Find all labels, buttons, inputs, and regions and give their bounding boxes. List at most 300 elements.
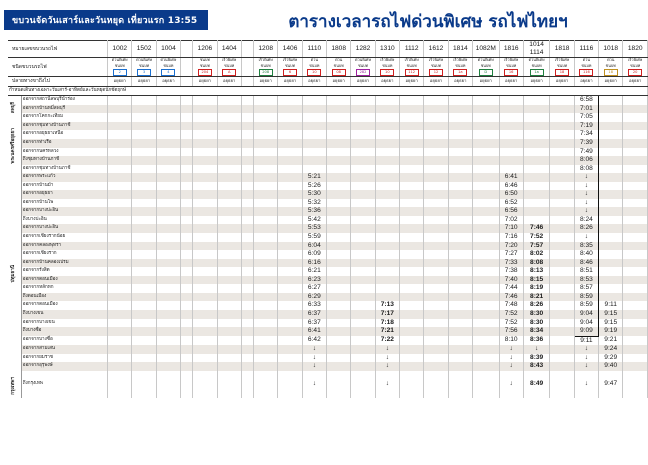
time-cell bbox=[193, 371, 217, 398]
station-name: ออกจากอยุธยาเหนือ bbox=[21, 130, 107, 139]
time-cell bbox=[278, 96, 302, 105]
time-cell bbox=[400, 345, 424, 354]
train-type-badge: 6 bbox=[283, 69, 297, 76]
time-cell bbox=[327, 371, 351, 398]
time-cell bbox=[499, 113, 523, 122]
time-cell bbox=[132, 165, 156, 174]
time-cell bbox=[156, 336, 180, 345]
station-row bbox=[8, 199, 648, 208]
time-cell bbox=[217, 156, 241, 165]
time-cell bbox=[156, 242, 180, 251]
train-type-badge: 08 bbox=[332, 69, 346, 76]
time-cell: 8:39 bbox=[523, 354, 550, 363]
time-cell: 7:39 bbox=[574, 139, 598, 148]
time-cell: 9:04 bbox=[574, 310, 598, 319]
time-cell bbox=[254, 190, 278, 199]
time-cell bbox=[108, 371, 132, 398]
region-label: ปทุมธานี bbox=[11, 264, 17, 283]
destination-header: ปลายทางขาถึงไป bbox=[8, 77, 108, 87]
time-cell bbox=[278, 242, 302, 251]
time-cell bbox=[351, 139, 375, 148]
time-cell: 9:15 bbox=[599, 319, 623, 328]
time-cell bbox=[132, 336, 156, 345]
time-cell bbox=[278, 173, 302, 182]
time-cell: 6:16 bbox=[302, 259, 326, 268]
time-cell bbox=[499, 105, 523, 114]
time-cell bbox=[351, 310, 375, 319]
time-cell bbox=[448, 293, 472, 302]
destination-cell: อยุธยา bbox=[278, 77, 302, 87]
time-cell: 8:57 bbox=[574, 284, 598, 293]
time-cell: 9:09 bbox=[574, 327, 598, 336]
time-cell bbox=[623, 122, 648, 131]
time-cell bbox=[278, 336, 302, 345]
time-cell bbox=[193, 276, 217, 285]
time-cell bbox=[472, 207, 499, 216]
time-cell bbox=[132, 122, 156, 131]
time-cell bbox=[375, 113, 399, 122]
time-cell bbox=[132, 182, 156, 191]
time-cell bbox=[424, 130, 448, 139]
time-cell bbox=[241, 371, 253, 398]
station-row bbox=[8, 284, 648, 293]
time-cell bbox=[400, 362, 424, 371]
time-cell bbox=[217, 362, 241, 371]
train-type-badge: 3 bbox=[137, 69, 151, 76]
time-cell: 7:33 bbox=[499, 259, 523, 268]
time-cell bbox=[623, 113, 648, 122]
train-number-cell: 1206 bbox=[193, 41, 217, 58]
time-cell bbox=[448, 310, 472, 319]
station-row bbox=[8, 165, 648, 174]
time-cell bbox=[448, 327, 472, 336]
time-cell bbox=[472, 301, 499, 310]
time-cell bbox=[217, 165, 241, 174]
time-cell bbox=[472, 336, 499, 345]
time-cell bbox=[254, 354, 278, 363]
time-cell bbox=[499, 165, 523, 174]
time-cell bbox=[400, 199, 424, 208]
time-cell bbox=[424, 156, 448, 165]
time-cell bbox=[599, 207, 623, 216]
time-cell bbox=[375, 224, 399, 233]
time-cell bbox=[241, 319, 253, 328]
time-cell bbox=[278, 371, 302, 398]
station-name: ถึงกรุงเทพ bbox=[21, 371, 107, 398]
time-cell bbox=[472, 96, 499, 105]
station-name: ออกจากดอนเมือง bbox=[21, 276, 107, 285]
time-cell bbox=[254, 207, 278, 216]
time-cell bbox=[241, 224, 253, 233]
time-cell bbox=[108, 301, 132, 310]
region-label: พระนครศรีอยุธยา bbox=[11, 127, 17, 164]
time-cell bbox=[241, 156, 253, 165]
time-cell bbox=[472, 224, 499, 233]
station-name: ถึงบางซื่อ bbox=[21, 327, 107, 336]
time-cell bbox=[599, 276, 623, 285]
time-cell bbox=[523, 173, 550, 182]
time-cell bbox=[278, 267, 302, 276]
time-cell bbox=[217, 130, 241, 139]
time-cell bbox=[448, 113, 472, 122]
train-type-info bbox=[304, 58, 325, 76]
time-cell: ↓ bbox=[523, 345, 550, 354]
time-cell bbox=[254, 224, 278, 233]
destination-cell bbox=[181, 77, 193, 87]
time-cell: 7:10 bbox=[499, 224, 523, 233]
train-number-header: หมายเลขขบวนรถไฟ bbox=[8, 41, 108, 58]
time-cell bbox=[327, 156, 351, 165]
station-row bbox=[8, 182, 648, 191]
time-cell bbox=[550, 293, 574, 302]
time-cell bbox=[193, 327, 217, 336]
time-cell bbox=[108, 165, 132, 174]
time-cell: 5:59 bbox=[302, 233, 326, 242]
train-type-sub: ชนบท bbox=[333, 62, 344, 68]
train-number-cell: 1282 bbox=[351, 41, 375, 58]
station-name: ออกจากชุมทางบ้านภาชี bbox=[21, 122, 107, 131]
time-cell bbox=[132, 293, 156, 302]
time-cell bbox=[375, 105, 399, 114]
time-cell bbox=[623, 148, 648, 157]
time-cell: 7:18 bbox=[375, 319, 399, 328]
train-type-label: เร็วพิเศษ bbox=[453, 57, 468, 62]
time-cell: ↓ bbox=[302, 354, 326, 363]
time-cell bbox=[132, 327, 156, 336]
time-cell: 5:26 bbox=[302, 182, 326, 191]
train-type-cell bbox=[217, 58, 241, 77]
time-cell bbox=[181, 276, 193, 285]
time-cell bbox=[623, 173, 648, 182]
time-cell bbox=[132, 156, 156, 165]
time-cell bbox=[241, 130, 253, 139]
time-cell bbox=[623, 371, 648, 398]
destination-cell: อยุธยา bbox=[327, 77, 351, 87]
time-cell bbox=[550, 354, 574, 363]
time-cell bbox=[400, 267, 424, 276]
time-cell bbox=[472, 105, 499, 114]
time-cell bbox=[523, 156, 550, 165]
time-cell bbox=[400, 216, 424, 225]
time-cell bbox=[108, 362, 132, 371]
time-cell bbox=[156, 190, 180, 199]
train-type-cell bbox=[550, 58, 574, 77]
train-number-cell: 1820 bbox=[623, 41, 648, 58]
time-cell bbox=[550, 148, 574, 157]
time-cell: 7:52 bbox=[499, 310, 523, 319]
time-cell bbox=[327, 105, 351, 114]
time-cell bbox=[472, 319, 499, 328]
time-cell bbox=[327, 242, 351, 251]
train-type-label: ด่วน bbox=[310, 57, 318, 62]
station-row bbox=[8, 173, 648, 182]
time-cell bbox=[472, 276, 499, 285]
time-cell bbox=[424, 165, 448, 174]
time-cell bbox=[181, 173, 193, 182]
time-cell bbox=[599, 199, 623, 208]
time-cell bbox=[278, 319, 302, 328]
time-cell bbox=[193, 190, 217, 199]
time-cell bbox=[132, 284, 156, 293]
train-type-info bbox=[328, 58, 349, 76]
station-name: ออกจากโคกกะเทียม bbox=[21, 113, 107, 122]
time-cell bbox=[499, 96, 523, 105]
time-cell bbox=[108, 327, 132, 336]
time-cell: 7:27 bbox=[499, 250, 523, 259]
destination-cell: อยุธยา bbox=[254, 77, 278, 87]
time-cell bbox=[623, 362, 648, 371]
time-cell bbox=[448, 233, 472, 242]
time-cell: 7:57 bbox=[523, 242, 550, 251]
time-cell bbox=[499, 122, 523, 131]
time-cell bbox=[623, 224, 648, 233]
time-cell bbox=[132, 207, 156, 216]
train-type-sub: ชนบท bbox=[531, 62, 542, 68]
destination-cell: อยุธยา bbox=[351, 77, 375, 87]
time-cell bbox=[217, 293, 241, 302]
time-cell bbox=[523, 105, 550, 114]
time-cell bbox=[448, 354, 472, 363]
time-cell bbox=[156, 293, 180, 302]
station-name: ออกจากพระแก้ว bbox=[21, 173, 107, 182]
time-cell bbox=[472, 327, 499, 336]
time-cell: 8:15 bbox=[523, 276, 550, 285]
time-cell bbox=[424, 182, 448, 191]
time-cell bbox=[156, 345, 180, 354]
train-type-label: ด่วน bbox=[607, 57, 615, 62]
time-cell bbox=[217, 301, 241, 310]
time-cell bbox=[254, 371, 278, 398]
time-cell bbox=[550, 139, 574, 148]
time-cell bbox=[472, 242, 499, 251]
time-cell: 8:10 bbox=[499, 336, 523, 345]
time-cell bbox=[181, 327, 193, 336]
time-cell bbox=[132, 259, 156, 268]
time-cell bbox=[375, 96, 399, 105]
train-type-info bbox=[352, 58, 373, 76]
time-cell bbox=[193, 301, 217, 310]
time-cell bbox=[424, 259, 448, 268]
time-cell bbox=[424, 173, 448, 182]
station-name: ออกจากชุมทางบ้านภาชี bbox=[21, 165, 107, 174]
time-cell: 8:34 bbox=[523, 327, 550, 336]
time-cell bbox=[254, 319, 278, 328]
time-cell bbox=[156, 310, 180, 319]
time-cell bbox=[217, 284, 241, 293]
time-cell bbox=[599, 259, 623, 268]
time-cell bbox=[523, 182, 550, 191]
time-cell bbox=[241, 362, 253, 371]
time-cell bbox=[448, 173, 472, 182]
time-cell bbox=[132, 233, 156, 242]
destination-cell: อยุธยา bbox=[623, 77, 648, 87]
time-cell bbox=[132, 301, 156, 310]
time-cell: ↓ bbox=[574, 345, 598, 354]
time-cell bbox=[351, 345, 375, 354]
time-cell bbox=[108, 182, 132, 191]
time-cell: 8:08 bbox=[523, 259, 550, 268]
time-cell bbox=[254, 216, 278, 225]
time-cell bbox=[217, 113, 241, 122]
train-type-label: ด่วน bbox=[582, 57, 590, 62]
train-number-cell: 1816 bbox=[499, 41, 523, 58]
station-row bbox=[8, 301, 648, 310]
time-cell bbox=[400, 233, 424, 242]
time-cell bbox=[472, 345, 499, 354]
time-cell: 6:52 bbox=[499, 199, 523, 208]
train-type-sub: ชนบท bbox=[630, 62, 641, 68]
time-cell bbox=[156, 276, 180, 285]
time-cell bbox=[241, 139, 253, 148]
time-cell bbox=[400, 105, 424, 114]
time-cell bbox=[327, 207, 351, 216]
time-cell bbox=[327, 319, 351, 328]
time-cell: 6:29 bbox=[302, 293, 326, 302]
time-cell bbox=[472, 250, 499, 259]
time-cell bbox=[327, 148, 351, 157]
time-cell: ↓ bbox=[574, 354, 598, 363]
train-type-badge: 10 bbox=[307, 69, 321, 76]
station-row bbox=[8, 276, 648, 285]
station-row bbox=[8, 362, 648, 371]
time-cell bbox=[181, 156, 193, 165]
train-number-cell: 1004 bbox=[156, 41, 180, 58]
time-cell bbox=[302, 165, 326, 174]
train-type-badge: 18 bbox=[555, 69, 569, 76]
station-name: ออกจากบ้านคลองเปรม bbox=[21, 259, 107, 268]
time-cell bbox=[400, 284, 424, 293]
destination-cell: อยุธยา bbox=[156, 77, 180, 87]
time-cell bbox=[254, 233, 278, 242]
time-cell bbox=[623, 284, 648, 293]
time-cell: 7:22 bbox=[375, 336, 399, 345]
time-cell bbox=[193, 319, 217, 328]
time-cell bbox=[193, 96, 217, 105]
time-cell bbox=[217, 276, 241, 285]
time-cell bbox=[132, 173, 156, 182]
station-name: ออกจากบางซื่อ bbox=[21, 336, 107, 345]
train-number-cell: 1082M bbox=[472, 41, 499, 58]
time-cell bbox=[523, 165, 550, 174]
train-type-cell bbox=[400, 58, 424, 77]
time-cell bbox=[193, 156, 217, 165]
time-cell bbox=[400, 242, 424, 251]
destination-cell: อยุธยา bbox=[499, 77, 523, 87]
time-cell: ↓ bbox=[574, 199, 598, 208]
time-cell bbox=[254, 96, 278, 105]
time-cell bbox=[375, 148, 399, 157]
train-number-cell: 1208 bbox=[254, 41, 278, 58]
time-cell bbox=[254, 130, 278, 139]
train-type-info bbox=[158, 58, 179, 76]
time-cell bbox=[108, 336, 132, 345]
time-cell bbox=[550, 276, 574, 285]
time-cell bbox=[278, 362, 302, 371]
train-type-sub: ชนบท bbox=[480, 62, 491, 68]
train-number-cell: 1814 bbox=[448, 41, 472, 58]
time-cell: 6:41 bbox=[499, 173, 523, 182]
time-cell bbox=[181, 148, 193, 157]
time-cell: ↓ bbox=[574, 173, 598, 182]
time-cell bbox=[472, 267, 499, 276]
time-cell bbox=[623, 250, 648, 259]
time-cell bbox=[132, 242, 156, 251]
train-type-cell bbox=[241, 58, 253, 77]
train-number-cell: 1014 1114 bbox=[523, 41, 550, 58]
time-cell bbox=[424, 113, 448, 122]
time-cell bbox=[241, 173, 253, 182]
time-cell bbox=[181, 362, 193, 371]
time-cell bbox=[599, 242, 623, 251]
station-name: ออกจากรังสิต bbox=[21, 267, 107, 276]
time-cell bbox=[193, 207, 217, 216]
time-cell bbox=[351, 156, 375, 165]
time-cell bbox=[254, 113, 278, 122]
destination-cell: อยุธยา bbox=[448, 77, 472, 87]
time-cell bbox=[278, 165, 302, 174]
time-cell bbox=[400, 148, 424, 157]
time-cell bbox=[327, 216, 351, 225]
time-cell bbox=[550, 224, 574, 233]
time-cell bbox=[599, 156, 623, 165]
train-type-cell bbox=[599, 58, 623, 77]
time-cell bbox=[351, 284, 375, 293]
time-cell bbox=[351, 362, 375, 371]
time-cell bbox=[472, 165, 499, 174]
train-type-sub: ชนบท bbox=[224, 62, 235, 68]
time-cell bbox=[424, 148, 448, 157]
time-cell bbox=[217, 139, 241, 148]
time-cell bbox=[108, 319, 132, 328]
time-cell bbox=[181, 371, 193, 398]
destination-cell: อยุธยา bbox=[599, 77, 623, 87]
time-cell bbox=[108, 199, 132, 208]
time-cell bbox=[254, 276, 278, 285]
time-cell bbox=[181, 336, 193, 345]
time-cell bbox=[472, 156, 499, 165]
time-cell bbox=[278, 130, 302, 139]
train-type-cell bbox=[499, 58, 523, 77]
time-cell bbox=[472, 130, 499, 139]
time-cell bbox=[217, 267, 241, 276]
time-cell bbox=[327, 345, 351, 354]
train-type-badge: A bbox=[222, 69, 236, 76]
time-cell bbox=[472, 259, 499, 268]
time-cell: 8:46 bbox=[574, 259, 598, 268]
time-cell bbox=[181, 310, 193, 319]
time-cell bbox=[108, 259, 132, 268]
time-cell bbox=[375, 156, 399, 165]
time-cell bbox=[424, 199, 448, 208]
time-cell bbox=[499, 156, 523, 165]
time-cell bbox=[241, 354, 253, 363]
time-cell bbox=[156, 354, 180, 363]
train-type-sub: ชนบท bbox=[199, 62, 210, 68]
time-cell bbox=[193, 345, 217, 354]
time-cell bbox=[156, 267, 180, 276]
destination-cell: อยุธยา bbox=[400, 77, 424, 87]
time-cell bbox=[156, 199, 180, 208]
destination-cell: อยุธยา bbox=[108, 77, 132, 87]
time-cell bbox=[108, 96, 132, 105]
time-cell bbox=[523, 122, 550, 131]
time-cell bbox=[156, 319, 180, 328]
time-cell bbox=[448, 319, 472, 328]
time-cell bbox=[472, 113, 499, 122]
time-cell bbox=[254, 301, 278, 310]
time-cell bbox=[217, 190, 241, 199]
time-cell bbox=[424, 336, 448, 345]
